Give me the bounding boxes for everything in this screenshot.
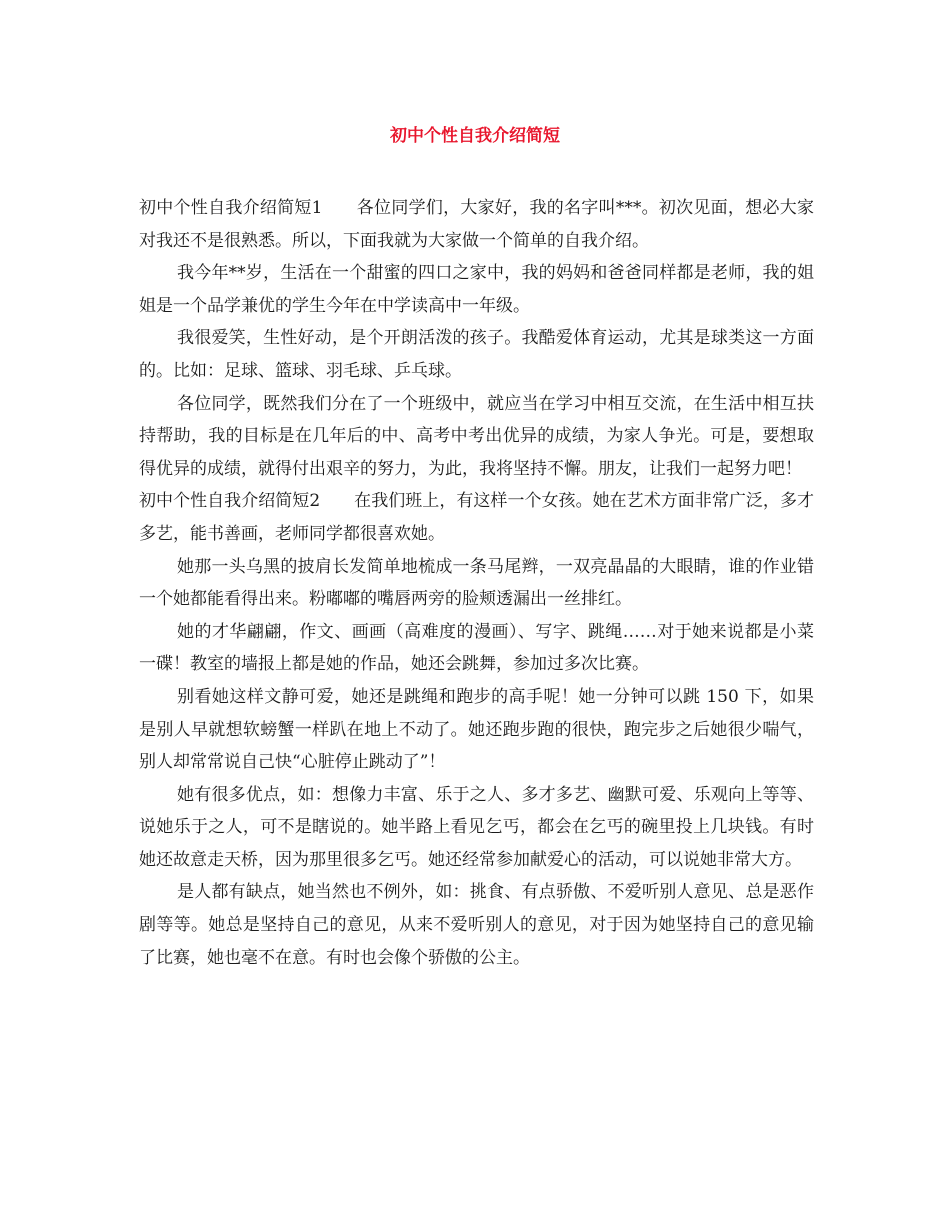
section-1-paragraph-1: 各位同学们，大家好，我的名字叫***。初次见面，想必大家对我还不是很熟悉。所以，下面我就为大家做一个简单的自我介绍。 [139,198,814,251]
section-2-paragraph-6: 是人都有缺点，她当然也不例外，如：挑食、有点骄傲、不爱听别人意见、总是恶作剧等等。她总是坚持自己的意见，从来不爱听别人的意见，对于因为她坚持自己的意见输了比赛，她也毫不在意。有时也会像个骄傲的公主。 [139,882,814,968]
document-body [139,192,814,974]
page-title: 初中个性自我介绍简短 [390,126,560,146]
section-1-paragraph-2: 我今年**岁，生活在一个甜蜜的四口之家中，我的妈妈和爸爸同样都是老师，我的姐姐是一个品学兼优的学生今年在中学读高中一年级。 [139,263,814,316]
section-1-paragraph-3: 我很爱笑，生性好动，是个开朗活泼的孩子。我酷爱体育运动，尤其是球类这一方面的。比如：足球、篮球、羽毛球、乒乓球。 [139,328,814,381]
section-2-paragraph-2: 她那一头乌黑的披肩长发简单地梳成一条马尾辫，一双亮晶晶的大眼睛，谁的作业错一个她都能看得出来。粉嘟嘟的嘴唇两旁的脸颊透漏出一丝排红。 [139,556,814,610]
section-2-heading: 初中个性自我介绍简短2 [139,491,321,512]
section-2-paragraph-5: 她有很多优点，如：想像力丰富、乐于之人、多才多艺、幽默可爱、乐观向上等等、说她乐于之人，可不是瞎说的。她半路上看见乞丐，都会在乞丐的碗里投上几块钱。有时她还故意走天桥，因为那里很多乞丐。她还经常参加献爱心的活动，可以说她非常大方。 [139,784,814,870]
section-2-paragraph-1: 在我们班上，有这样一个女孩。她在艺术方面非常广泛，多才多艺，能书善画，老师同学都很喜欢她。 [139,491,814,544]
section-2-paragraph-3: 她的才华翩翩，作文、画画（高难度的漫画）、写字、跳绳……对于她来说都是小菜一碟！教室的墙报上都是她的作品，她还会跳舞，参加过多次比赛。 [139,621,814,675]
section-2-first-paragraph [139,485,814,550]
section-2-paragraph-4: 别看她这样文静可爱，她还是跳绳和跑步的高手呢！她一分钟可以跳 150 下，如果是别人早就想软螃蟹一样趴在地上不动了。她还跑步跑的很快，跑完步之后她很少喘气，别人却常常说自己快“心脏停止跳动了”！ [139,686,814,773]
section-1-paragraph-4: 各位同学，既然我们分在了一个班级中，就应当在学习中相互交流，在生活中相互扶持帮助，我的目标是在几年后的中、高考中考出优异的成绩，为家人争光。可是，要想取得优异的成绩，就得付出艰辛的努力，为此，我将坚持不懈。朋友，让我们一起努力吧！ [139,393,814,479]
section-1-heading: 初中个性自我介绍简短1 [139,198,323,218]
section-1-first-paragraph [139,192,814,257]
